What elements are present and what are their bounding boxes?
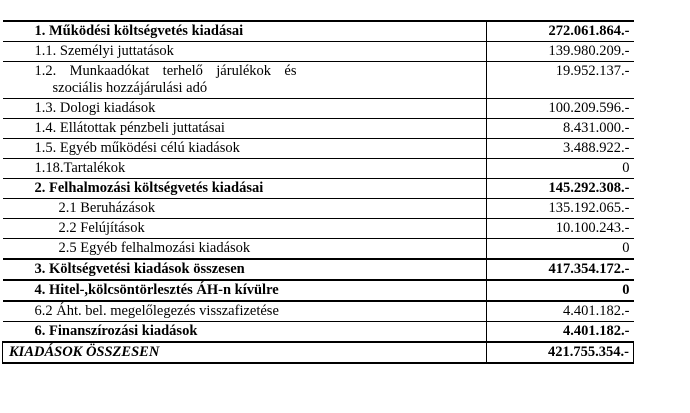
table-row-capital-expenditure xyxy=(3,179,634,199)
row-value: 417.354.172.- xyxy=(548,261,630,277)
table-row-employer-contributions xyxy=(3,62,634,99)
table-row-renovations xyxy=(3,219,634,239)
row-value: 0 xyxy=(622,282,630,298)
row-value: 8.431.000.- xyxy=(563,120,630,136)
table-row-cash-benefits xyxy=(3,119,634,139)
row-label: 2.2 Felújítások xyxy=(3,219,487,239)
table-row-loan-repayment xyxy=(3,280,634,301)
row-label-line-2: szociális hozzájárulási adó xyxy=(52,80,208,96)
row-label: 4. Hitel-,kölcsöntörlesztés ÁH-n kívülre xyxy=(3,280,487,301)
row-label: 2. Felhalmozási költségvetés kiadásai xyxy=(3,179,487,199)
row-label-word: és xyxy=(284,63,297,79)
row-label: 6. Finanszírozási kiadások xyxy=(3,322,487,343)
row-label xyxy=(3,62,487,99)
table-row-other-capital xyxy=(3,239,634,260)
row-value: 135.192.065.- xyxy=(548,200,630,216)
row-label-line-1 xyxy=(35,63,297,80)
row-label-word: járulékok xyxy=(216,63,272,79)
row-label: 1.5. Egyéb működési célú kiadások xyxy=(3,139,487,159)
row-label: 2.5 Egyéb felhalmozási kiadások xyxy=(3,239,487,260)
row-value: 0 xyxy=(622,160,630,176)
table-row-operating-expenditure xyxy=(3,21,634,42)
table-row-personnel xyxy=(3,42,634,62)
row-label: 1. Működési költségvetés kiadásai xyxy=(3,21,487,42)
row-value: 3.488.922.- xyxy=(563,140,630,156)
row-value: 145.292.308.- xyxy=(548,180,630,196)
table-row-advance-repayment xyxy=(3,301,634,322)
row-value: 421.755.354.- xyxy=(487,342,634,363)
row-label: 1.18.Tartalékok xyxy=(3,159,487,179)
table-row-grand-total xyxy=(3,342,634,363)
row-value: 4.401.182.- xyxy=(563,323,630,339)
row-label: KIADÁSOK ÖSSZESEN xyxy=(3,342,487,363)
row-label-word: 1.2. xyxy=(34,63,57,79)
row-label-word: Munkaadókat xyxy=(69,63,150,79)
row-value: 0 xyxy=(622,240,630,256)
row-value: 10.100.243.- xyxy=(555,220,630,236)
row-label: 1.4. Ellátottak pénzbeli juttatásai xyxy=(3,119,487,139)
row-label-word: terhelő xyxy=(162,63,203,79)
row-label: 2.1 Beruházások xyxy=(3,199,487,219)
expenditure-table xyxy=(2,20,634,364)
row-value: 139.980.209.- xyxy=(548,43,630,59)
table-row-other-operating xyxy=(3,139,634,159)
row-value: 19.952.137.- xyxy=(555,63,630,79)
table-row-investments xyxy=(3,199,634,219)
row-label: 6.2 Áht. bel. megelőlegezés visszafizetése xyxy=(3,301,487,322)
table-row-budget-total xyxy=(3,259,634,280)
row-value: 100.209.596.- xyxy=(548,100,630,116)
row-value: 4.401.182.- xyxy=(563,303,630,319)
row-label: 1.3. Dologi kiadások xyxy=(3,99,487,119)
table-row-material-expenses xyxy=(3,99,634,119)
table-row-financing xyxy=(3,322,634,343)
row-label: 3. Költségvetési kiadások összesen xyxy=(3,259,487,280)
table-row-reserves xyxy=(3,159,634,179)
row-value: 272.061.864.- xyxy=(548,23,630,39)
row-label: 1.1. Személyi juttatások xyxy=(3,42,487,62)
